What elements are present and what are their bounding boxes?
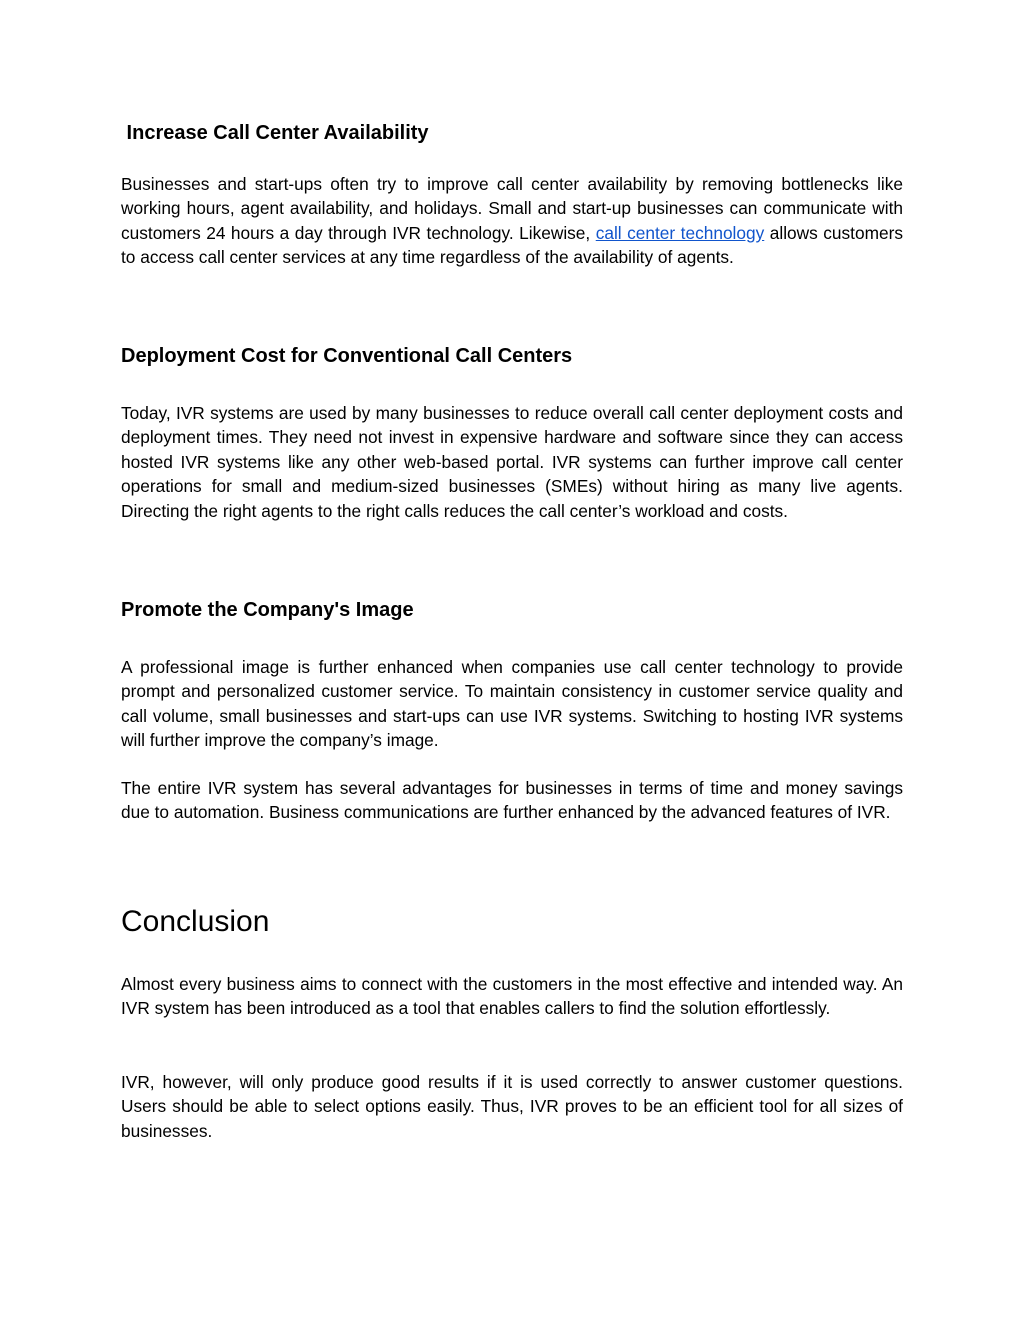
paragraph-increase-availability (121, 172, 903, 270)
heading-conclusion: Conclusion (121, 905, 270, 938)
heading-company-image: Promote the Company's Image (121, 599, 414, 621)
paragraph-text-before-link: Businesses and start-ups often try to improve call center availability by removing bottlenecks like working hours, agent availability, and holidays. Small and start-up businesses can communicate with customers 24 hours a day through IVR technology. Likewise, (121, 174, 903, 243)
paragraph-text-after-link: allows customers to access call center services at any time regardless of the availability of agents. (121, 222, 903, 268)
paragraph-company-image: A professional image is further enhanced when companies use call center technology to provide prompt and personalized customer service. To maintain consistency in customer service quality and call volume, small businesses and start-ups can use IVR systems. Switching to hosting IVR systems will further improve the company’s image. (121, 657, 903, 751)
heading-deployment-cost: Deployment Cost for Conventional Call Centers (121, 345, 573, 367)
paragraph-conclusion-1: Almost every business aims to connect with the customers in the most effective and intended way. An IVR system has been introduced as a tool that enables callers to find the solution effortlessly. (121, 974, 903, 1019)
call-center-technology-link[interactable]: call center technology (595, 222, 765, 243)
paragraph-conclusion-2: IVR, however, will only produce good results if it is used correctly to answer customer questions. Users should be able to select options easily. Thus, IVR proves to be an efficient tool for all sizes of businesses. (121, 1072, 903, 1141)
paragraph-deployment-cost: Today, IVR systems are used by many businesses to reduce overall call center deployment costs and deployment times. They need not invest in expensive hardware and software since they can access hosted IVR systems like any other web-based portal. IVR systems can further improve call center operations for small and medium-sized businesses (SMEs) without hiring as many live agents. Directing the right agents to the right calls reduces the call center’s workload and costs. (121, 403, 903, 521)
heading-increase-availability: Increase Call Center Availability (121, 122, 429, 144)
paragraph-ivr-advantages: The entire IVR system has several advantages for businesses in terms of time and money savings due to automation. Business communications are further enhanced by the advanced features of IVR. (121, 778, 903, 823)
